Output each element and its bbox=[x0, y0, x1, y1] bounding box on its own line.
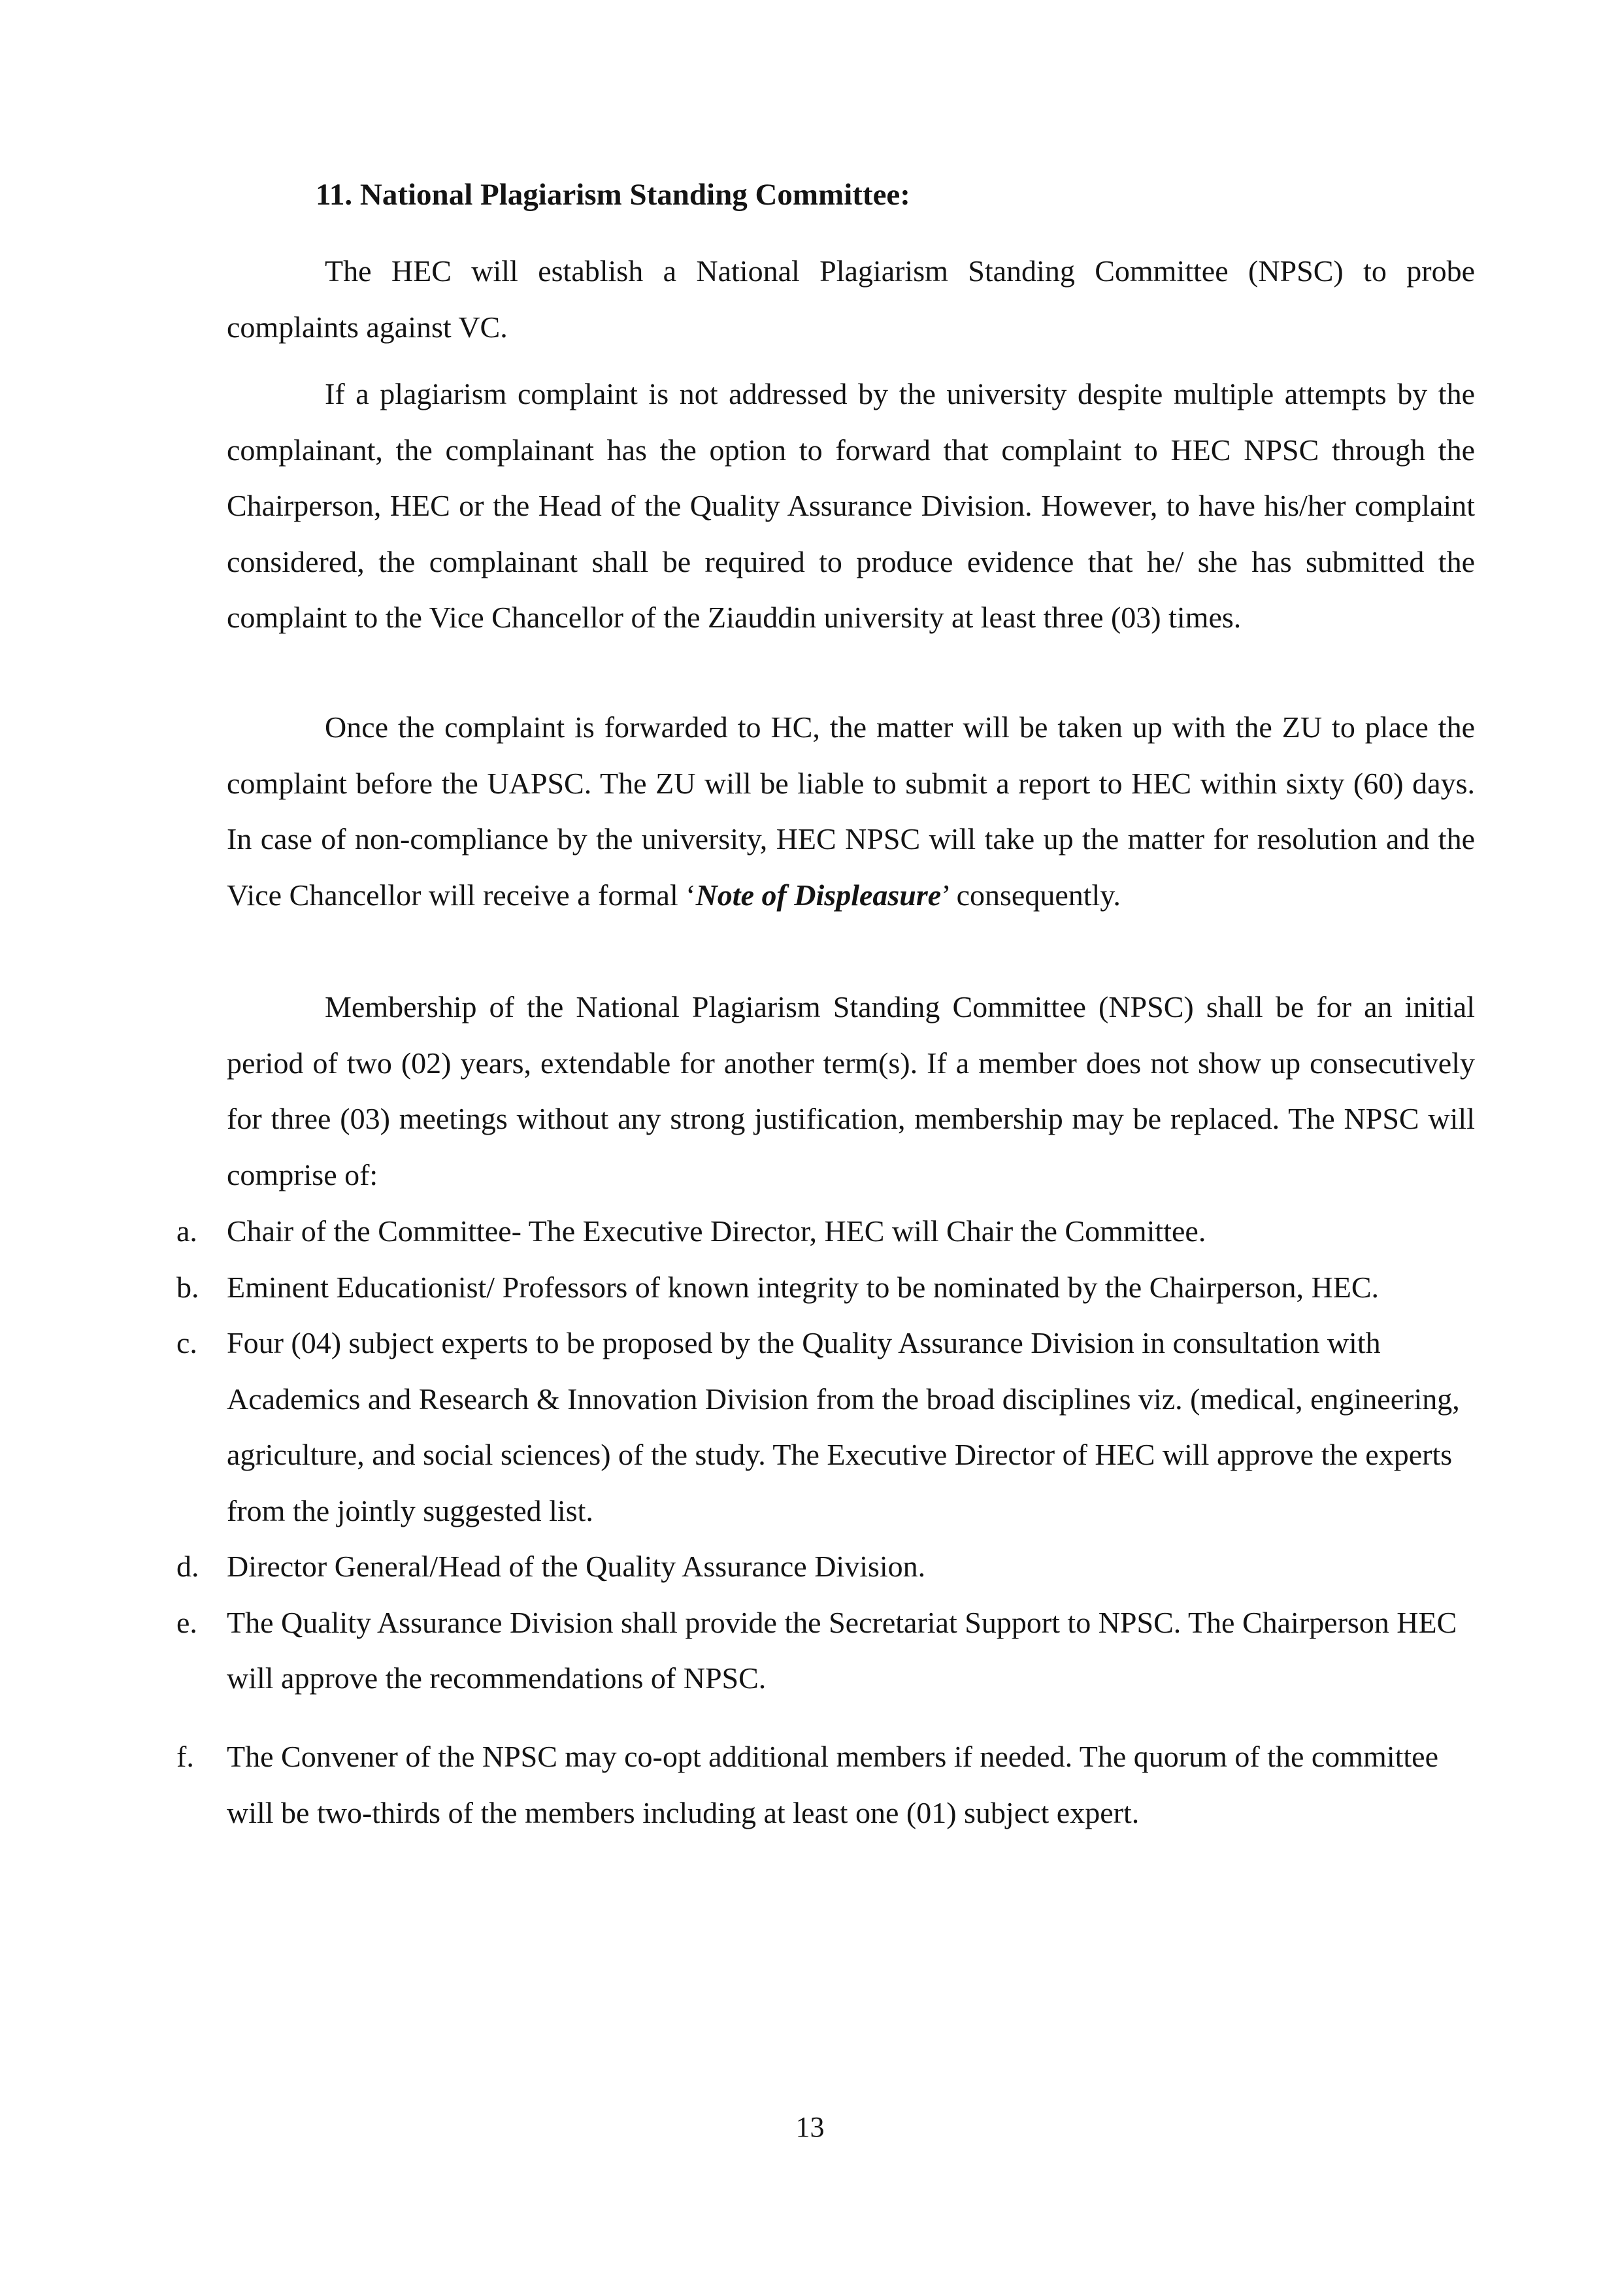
list-marker: f. bbox=[176, 1740, 194, 1773]
list-item bbox=[176, 1729, 1477, 1840]
list-marker: b. bbox=[176, 1270, 199, 1304]
committee-composition-list-continued bbox=[176, 1729, 1477, 1840]
list-marker: a. bbox=[176, 1214, 197, 1248]
list-item bbox=[176, 1259, 1477, 1316]
list-item-text: Eminent Educationist/ Professors of known integrity to be nominated by the Chairperson, HEC. bbox=[227, 1270, 1380, 1304]
paragraph-complaint-forwarding: If a plagiarism complaint is not addressed by the university despite multiple attempts by the complainant, the complainant has the option to forward that complaint to HEC NPSC through the Chairperson, HEC or the Head of the Quality Assurance Division. However, to have his/her complaint considered, the complainant shall be required to produce evidence that he/ she has submitted the complaint to the Vice Chancellor of the Ziauddin university at least three (03) times. bbox=[227, 377, 1475, 634]
note-of-displeasure: Note of Displeasure bbox=[695, 878, 942, 912]
paragraph-text: ’ consequently. bbox=[941, 878, 1121, 912]
list-marker: e. bbox=[176, 1605, 197, 1639]
paragraph-text: Once the complaint is forwarded to HC, the matter will be taken up with the ZU to place the complaint before the UAPSC. The ZU will be liable to submit a report to HEC within sixty (60) days. In case of non-compliance by the university, HEC NPSC will take up the matter for resolution and the Vice Chancellor will receive a formal ‘ bbox=[227, 710, 1475, 912]
list-item bbox=[176, 1595, 1477, 1706]
paragraph-npsc-establishment: The HEC will establish a National Plagiarism Standing Committee (NPSC) to probe complaints against VC. bbox=[227, 254, 1475, 344]
page-number: 13 bbox=[795, 2111, 825, 2143]
list-item bbox=[176, 1315, 1477, 1539]
list-item-text: Four (04) subject experts to be proposed by the Quality Assurance Division in consultation with Academics and Research & Innovation Division from the broad disciplines viz. (medical, engineering, agriculture, and social sciences) of the study. The Executive Director of HEC will approve the experts from the jointly suggested list. bbox=[227, 1326, 1460, 1527]
list-item bbox=[176, 1203, 1477, 1259]
list-marker: d. bbox=[176, 1550, 199, 1583]
section-heading: 11. National Plagiarism Standing Committee: bbox=[316, 178, 910, 212]
list-item-text: The Convener of the NPSC may co-opt additional members if needed. The quorum of the committee will be two-thirds of the members including at least one (01) subject expert. bbox=[227, 1740, 1439, 1829]
list-item bbox=[176, 1539, 1477, 1595]
committee-composition-list bbox=[176, 1203, 1477, 1706]
paragraph-membership: Membership of the National Plagiarism Standing Committee (NPSC) shall be for an initial period of two (02) years, extendable for another term(s). If a member does not show up consecutively for three (03) meetings without any strong justification, membership may be replaced. The NPSC will comprise of: bbox=[227, 990, 1475, 1191]
paragraph-complaint-processing bbox=[227, 699, 1475, 923]
list-marker: c. bbox=[176, 1326, 197, 1359]
list-item-text: Chair of the Committee- The Executive Director, HEC will Chair the Committee. bbox=[227, 1214, 1206, 1248]
list-item-text: The Quality Assurance Division shall provide the Secretariat Support to NPSC. The Chairperson HEC will approve the recommendations of NPSC. bbox=[227, 1605, 1457, 1695]
list-item-text: Director General/Head of the Quality Assurance Division. bbox=[227, 1550, 926, 1583]
